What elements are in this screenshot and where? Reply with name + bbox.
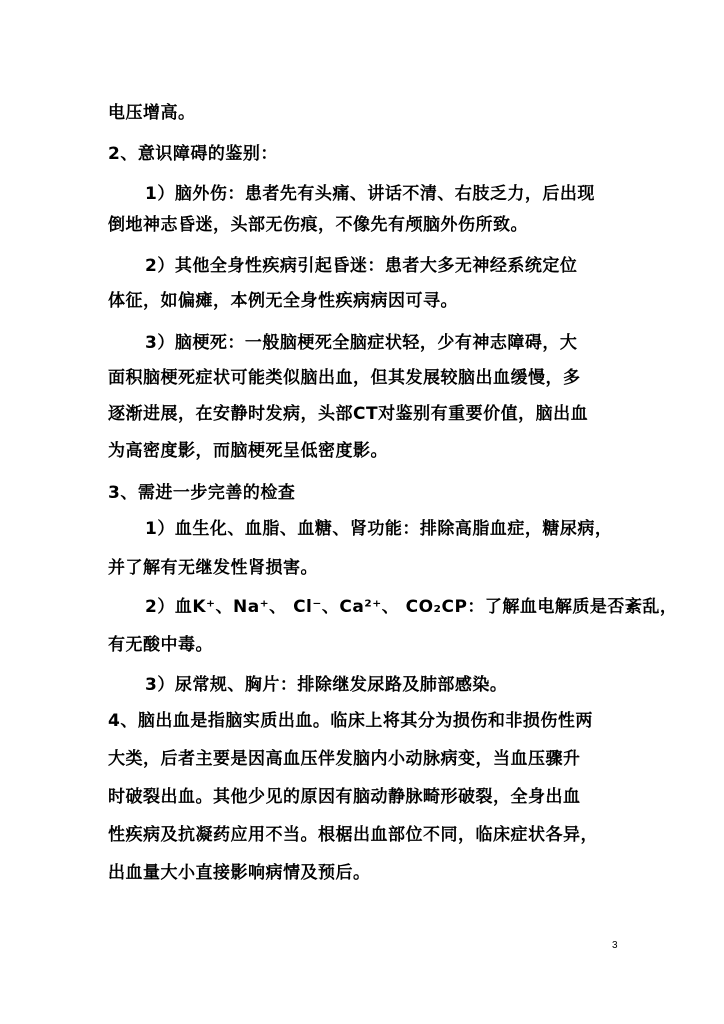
text-line: 2）血K⁺、Na⁺、 Cl⁻、Ca²⁺、 CO₂CP：了解血电解质是否紊乱， — [145, 597, 678, 617]
text-line: 2）其他全身性疾病引起昏迷：患者大多无神经系统定位 — [145, 256, 578, 276]
text-line: 面积脑梗死症状可能类似脑出血，但其发展较脑出血缓慢，多 — [108, 368, 581, 388]
text-line: 1）脑外伤：患者先有头痛、讲话不清、右肢乏力，后出现 — [145, 184, 595, 204]
text-line: 有无酸中毒。 — [108, 635, 213, 655]
text-line: 1）血生化、血脂、血糖、肾功能：排除高脂血症，糖尿病， — [145, 519, 613, 539]
text-line: 为高密度影，而脑梗死呈低密度影。 — [108, 441, 388, 461]
section-heading: 3、需进一步完善的检查 — [108, 483, 296, 503]
text-line: 性疾病及抗凝药应用不当。根椐出血部位不同，临床症状各异， — [108, 825, 598, 845]
text-line: 体征，如偏瘫，本例无全身性疾病病因可寻。 — [108, 291, 458, 311]
text-line: 并了解有无继发性肾损害。 — [108, 558, 318, 578]
text-line: 3）脑梗死：一般脑梗死全脑症状轻，少有神志障碍，大 — [145, 333, 578, 353]
text-line: 时破裂出血。其他少见的原因有脑动静脉畸形破裂，全身出血 — [108, 787, 581, 807]
page-number: 3 — [612, 940, 618, 951]
text-line: 逐渐进展，在安静时发病，头部CT对鉴别有重要价值，脑出血 — [108, 404, 589, 424]
text-line: 3）尿常规、胸片：排除继发尿路及肺部感染。 — [145, 675, 508, 695]
text-line: 大类，后者主要是因高血压伴发脑内小动脉病变，当血压骤升 — [108, 749, 581, 769]
text-line: 出血量大小直接影响病情及预后。 — [108, 863, 371, 883]
section-heading: 4、脑出血是指脑实质出血。临床上将其分为损伤和非损伤性两 — [108, 711, 593, 731]
section-heading: 2、意识障碍的鉴别： — [108, 144, 278, 164]
text-line: 倒地神志昏迷，头部无伤痕，不像先有颅脑外伤所致。 — [108, 215, 528, 235]
text-line: 电压增高。 — [108, 103, 196, 123]
